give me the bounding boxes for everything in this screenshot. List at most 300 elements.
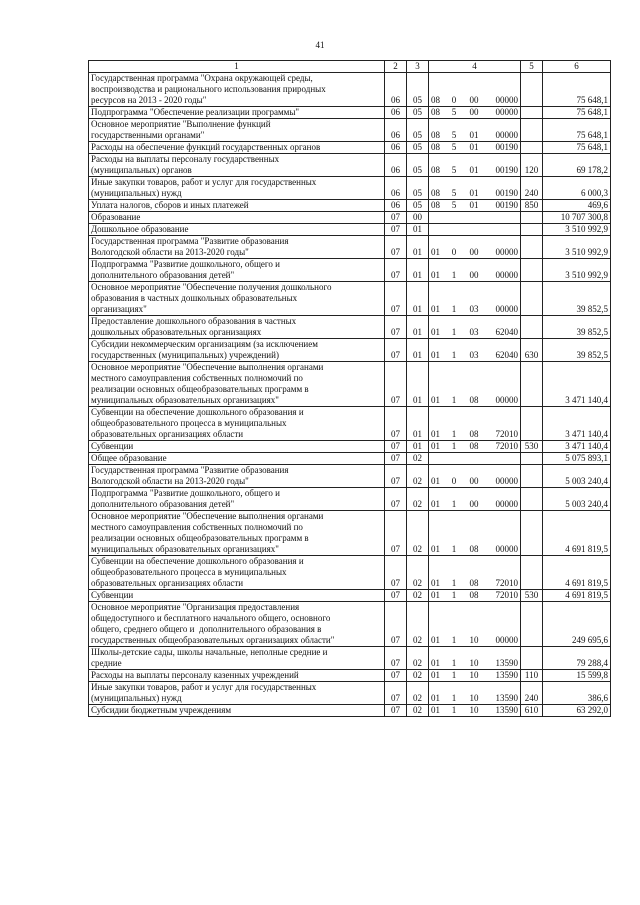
target-article-part-3: 08 [469, 429, 479, 439]
target-article-part-2: 1 [451, 327, 457, 337]
row-subsection-cell: 05 [407, 177, 429, 200]
target-article-part-2: 1 [451, 693, 457, 703]
row-subsection-cell: 01 [407, 259, 429, 282]
budget-table-body [89, 61, 611, 717]
row-target-article-cell [429, 488, 521, 511]
target-article-part-4: 00000 [495, 476, 518, 486]
row-expense-type-cell [521, 407, 543, 441]
row-target-article-cell [429, 212, 521, 224]
row-expense-type-cell: 240 [521, 682, 543, 705]
row-expense-type-cell [521, 212, 543, 224]
row-section-cell: 07 [385, 647, 407, 670]
target-article-code [429, 395, 520, 406]
row-expense-type-cell: 530 [521, 441, 543, 453]
target-article-part-3: 00 [469, 476, 479, 486]
row-name-cell: Общее образование [89, 453, 385, 465]
row-target-article-cell [429, 119, 521, 142]
row-name-cell: Предоставление дошкольного образования в частных дошкольных образовательных организациях [89, 316, 385, 339]
target-article-part-1: 08 [431, 188, 440, 198]
target-article-part-1: 01 [431, 499, 440, 509]
table-row [89, 488, 611, 511]
target-article-code [429, 670, 520, 681]
row-subsection-cell: 01 [407, 441, 429, 453]
row-subsection-cell: 01 [407, 407, 429, 441]
row-name-cell: Субсидии бюджетным учреждениям [89, 705, 385, 717]
target-article-part-3: 00 [469, 270, 479, 280]
table-row [89, 212, 611, 224]
row-expense-type-cell [521, 647, 543, 670]
row-amount-cell: 6 000,3 [543, 177, 611, 200]
budget-table [88, 60, 611, 717]
row-target-article-cell [429, 362, 521, 407]
target-article-part-3: 08 [469, 441, 479, 451]
row-amount-cell: 4 691 819,5 [543, 511, 611, 556]
row-name-cell: Иные закупки товаров, работ и услуг для государственных (муниципальных) нужд [89, 682, 385, 705]
target-article-part-3: 01 [469, 165, 479, 175]
target-article-part-2: 1 [451, 441, 457, 451]
row-name-cell: Школы-детские сады, школы начальные, неполные средние и средние [89, 647, 385, 670]
target-article-code [429, 247, 520, 258]
row-target-article-cell [429, 590, 521, 602]
row-section-cell: 07 [385, 407, 407, 441]
target-article-part-4: 00000 [495, 544, 518, 554]
target-article-part-1: 08 [431, 95, 440, 105]
table-row [89, 339, 611, 362]
header-cell-subsection: 3 [407, 61, 429, 73]
target-article-part-1: 01 [431, 270, 440, 280]
row-subsection-cell: 02 [407, 453, 429, 465]
target-article-part-1: 08 [431, 165, 440, 175]
target-article-part-3: 01 [469, 130, 479, 140]
row-amount-cell: 3 471 140,4 [543, 407, 611, 441]
row-amount-cell: 5 075 893,1 [543, 453, 611, 465]
row-expense-type-cell: 630 [521, 339, 543, 362]
row-amount-cell: 75 648,1 [543, 119, 611, 142]
row-target-article-cell [429, 682, 521, 705]
target-article-part-1: 01 [431, 578, 440, 588]
row-subsection-cell: 01 [407, 316, 429, 339]
table-row [89, 119, 611, 142]
target-article-part-2: 1 [451, 350, 457, 360]
table-row [89, 200, 611, 212]
row-amount-cell: 4 691 819,5 [543, 590, 611, 602]
row-subsection-cell: 02 [407, 602, 429, 647]
row-section-cell: 07 [385, 682, 407, 705]
target-article-part-4: 72010 [495, 590, 518, 600]
target-article-code [429, 429, 520, 440]
target-article-part-4: 00000 [495, 95, 518, 105]
row-subsection-cell: 02 [407, 488, 429, 511]
target-article-code [429, 658, 520, 669]
header-cell-expense-type: 5 [521, 61, 543, 73]
row-subsection-cell: 02 [407, 511, 429, 556]
row-name-cell: Уплата налогов, сборов и иных платежей [89, 200, 385, 212]
row-section-cell: 07 [385, 224, 407, 236]
row-subsection-cell: 02 [407, 556, 429, 590]
row-expense-type-cell: 530 [521, 590, 543, 602]
table-row [89, 316, 611, 339]
target-article-code [429, 130, 520, 141]
table-row [89, 602, 611, 647]
target-article-part-1: 08 [431, 107, 440, 117]
table-row [89, 177, 611, 200]
row-amount-cell: 3 510 992,9 [543, 224, 611, 236]
row-target-article-cell [429, 670, 521, 682]
row-target-article-cell [429, 647, 521, 670]
row-expense-type-cell [521, 602, 543, 647]
row-amount-cell: 3 471 140,4 [543, 441, 611, 453]
row-amount-cell: 15 599,8 [543, 670, 611, 682]
target-article-part-2: 5 [451, 188, 457, 198]
target-article-part-1: 01 [431, 247, 440, 257]
target-article-part-2: 5 [451, 165, 457, 175]
row-target-article-cell [429, 107, 521, 119]
row-amount-cell: 249 695,6 [543, 602, 611, 647]
target-article-code [429, 304, 520, 315]
row-target-article-cell [429, 224, 521, 236]
row-subsection-cell: 05 [407, 142, 429, 154]
table-row [89, 259, 611, 282]
row-subsection-cell: 02 [407, 670, 429, 682]
header-cell-target-article: 4 [429, 61, 521, 73]
target-article-part-3: 00 [469, 107, 479, 117]
row-amount-cell: 4 691 819,5 [543, 556, 611, 590]
target-article-part-4: 00190 [495, 188, 518, 198]
target-article-part-2: 1 [451, 670, 457, 680]
target-article-part-4: 00190 [495, 200, 518, 210]
target-article-part-2: 1 [451, 395, 457, 405]
row-name-cell: Расходы на обеспечение функций государственных органов [89, 142, 385, 154]
page-number: 41 [315, 40, 325, 50]
target-article-part-2: 1 [451, 590, 457, 600]
row-expense-type-cell [521, 511, 543, 556]
row-section-cell: 07 [385, 556, 407, 590]
target-article-part-1: 01 [431, 350, 440, 360]
table-row [89, 362, 611, 407]
target-article-code [429, 142, 520, 153]
target-article-part-3: 03 [469, 327, 479, 337]
row-name-cell: Основное мероприятие "Обеспечение выполнения органами местного самоуправления собственных полномочий по реализации основных общеобразовательных программ в муниципальных образовательных организациях" [89, 511, 385, 556]
row-section-cell: 06 [385, 200, 407, 212]
target-article-code [429, 200, 520, 211]
row-name-cell: Иные закупки товаров, работ и услуг для государственных (муниципальных) нужд [89, 177, 385, 200]
table-row [89, 73, 611, 107]
row-target-article-cell [429, 282, 521, 316]
row-name-cell: Основное мероприятие "Организация предоставления общедоступного и бесплатного начального общего, основного общего, среднего общего и дополнительного образования в государственных общеобразовательных организациях области" [89, 602, 385, 647]
table-row [89, 556, 611, 590]
target-article-part-4: 00000 [495, 304, 518, 314]
row-expense-type-cell [521, 224, 543, 236]
table-row [89, 705, 611, 717]
row-subsection-cell: 01 [407, 362, 429, 407]
target-article-part-2: 1 [451, 635, 457, 645]
target-article-part-4: 00000 [495, 499, 518, 509]
target-article-code [429, 95, 520, 106]
row-section-cell: 07 [385, 590, 407, 602]
target-article-part-2: 0 [451, 476, 457, 486]
row-section-cell: 07 [385, 453, 407, 465]
target-article-part-3: 01 [469, 142, 479, 152]
row-name-cell: Расходы на выплаты персоналу казенных учреждений [89, 670, 385, 682]
target-article-code [429, 165, 520, 176]
row-target-article-cell [429, 602, 521, 647]
target-article-part-2: 1 [451, 544, 457, 554]
target-article-part-1: 01 [431, 590, 440, 600]
header-cell-section: 2 [385, 61, 407, 73]
table-row [89, 142, 611, 154]
table-row [89, 590, 611, 602]
target-article-part-4: 72010 [495, 441, 518, 451]
target-article-part-3: 08 [469, 395, 479, 405]
target-article-part-3: 03 [469, 304, 479, 314]
target-article-part-1: 01 [431, 327, 440, 337]
target-article-part-2: 0 [451, 247, 457, 257]
row-name-cell: Основное мероприятие "Обеспечение получения дошкольного образования в частных дошкольных образовательных организациях" [89, 282, 385, 316]
row-amount-cell: 469,6 [543, 200, 611, 212]
row-subsection-cell: 02 [407, 682, 429, 705]
target-article-part-3: 10 [469, 670, 479, 680]
row-name-cell: Дошкольное образование [89, 224, 385, 236]
row-expense-type-cell [521, 453, 543, 465]
row-name-cell: Субвенции [89, 590, 385, 602]
target-article-code [429, 350, 520, 361]
target-article-part-3: 10 [469, 693, 479, 703]
row-amount-cell: 3 510 992,9 [543, 236, 611, 259]
target-article-part-4: 62040 [495, 327, 518, 337]
row-expense-type-cell [521, 107, 543, 119]
row-expense-type-cell [521, 259, 543, 282]
target-article-part-4: 72010 [495, 578, 518, 588]
target-article-code [429, 578, 520, 589]
target-article-code [429, 441, 520, 452]
target-article-part-3: 00 [469, 247, 479, 257]
row-name-cell: Подпрограмма "Развитие дошкольного, общего и дополнительного образования детей" [89, 259, 385, 282]
row-expense-type-cell: 110 [521, 670, 543, 682]
row-target-article-cell [429, 73, 521, 107]
row-expense-type-cell [521, 73, 543, 107]
row-expense-type-cell [521, 142, 543, 154]
row-subsection-cell: 01 [407, 339, 429, 362]
row-target-article-cell [429, 154, 521, 177]
target-article-part-2: 1 [451, 304, 457, 314]
row-amount-cell: 5 003 240,4 [543, 465, 611, 488]
target-article-part-3: 01 [469, 200, 479, 210]
row-expense-type-cell [521, 119, 543, 142]
target-article-part-2: 0 [451, 95, 457, 105]
table-row [89, 407, 611, 441]
table-row [89, 224, 611, 236]
row-subsection-cell: 05 [407, 200, 429, 212]
target-article-code [429, 544, 520, 555]
row-section-cell: 06 [385, 142, 407, 154]
row-section-cell: 07 [385, 488, 407, 511]
target-article-code [429, 107, 520, 118]
target-article-part-3: 00 [469, 95, 479, 105]
row-expense-type-cell [521, 236, 543, 259]
row-section-cell: 07 [385, 441, 407, 453]
target-article-part-3: 01 [469, 188, 479, 198]
row-amount-cell: 79 288,4 [543, 647, 611, 670]
table-row [89, 511, 611, 556]
target-article-part-1: 01 [431, 670, 440, 680]
target-article-part-2: 5 [451, 107, 457, 117]
row-section-cell: 07 [385, 212, 407, 224]
target-article-part-2: 1 [451, 270, 457, 280]
target-article-part-3: 00 [469, 499, 479, 509]
row-name-cell: Образование [89, 212, 385, 224]
table-row [89, 441, 611, 453]
target-article-part-1: 08 [431, 142, 440, 152]
target-article-code [429, 476, 520, 487]
row-section-cell: 06 [385, 73, 407, 107]
row-target-article-cell [429, 556, 521, 590]
row-subsection-cell: 05 [407, 154, 429, 177]
table-row [89, 453, 611, 465]
target-article-part-1: 01 [431, 544, 440, 554]
target-article-part-3: 08 [469, 544, 479, 554]
header-cell-name: 1 [89, 61, 385, 73]
row-amount-cell: 5 003 240,4 [543, 488, 611, 511]
row-name-cell: Государственная программа "Развитие образования Вологодской области на 2013-2020 годы" [89, 236, 385, 259]
row-section-cell: 06 [385, 177, 407, 200]
row-amount-cell: 39 852,5 [543, 316, 611, 339]
target-article-part-2: 1 [451, 705, 457, 715]
target-article-part-2: 1 [451, 578, 457, 588]
row-amount-cell: 3 471 140,4 [543, 362, 611, 407]
target-article-part-3: 10 [469, 635, 479, 645]
row-target-article-cell [429, 200, 521, 212]
row-target-article-cell [429, 142, 521, 154]
row-name-cell: Подпрограмма "Развитие дошкольного, общего и дополнительного образования детей" [89, 488, 385, 511]
row-name-cell: Основное мероприятие "Выполнение функций государственными органами" [89, 119, 385, 142]
row-subsection-cell: 05 [407, 73, 429, 107]
target-article-part-4: 72010 [495, 429, 518, 439]
table-row [89, 154, 611, 177]
table-row [89, 670, 611, 682]
row-subsection-cell: 05 [407, 119, 429, 142]
target-article-code [429, 705, 520, 716]
row-subsection-cell: 05 [407, 107, 429, 119]
table-row [89, 107, 611, 119]
target-article-part-1: 01 [431, 304, 440, 314]
target-article-part-2: 5 [451, 142, 457, 152]
row-section-cell: 07 [385, 339, 407, 362]
target-article-part-2: 5 [451, 200, 457, 210]
row-subsection-cell: 01 [407, 236, 429, 259]
target-article-part-1: 08 [431, 200, 440, 210]
target-article-part-2: 5 [451, 130, 457, 140]
target-article-part-1: 08 [431, 130, 440, 140]
row-expense-type-cell [521, 556, 543, 590]
target-article-code [429, 327, 520, 338]
row-subsection-cell: 01 [407, 224, 429, 236]
row-amount-cell: 75 648,1 [543, 107, 611, 119]
row-subsection-cell: 02 [407, 647, 429, 670]
row-amount-cell: 3 510 992,9 [543, 259, 611, 282]
target-article-part-4: 00000 [495, 107, 518, 117]
row-section-cell: 07 [385, 236, 407, 259]
row-expense-type-cell [521, 282, 543, 316]
table-row [89, 647, 611, 670]
row-name-cell: Государственная программа "Охрана окружающей среды, воспроизводства и рационального использования природных ресурсов на 2013 - 2020 годы" [89, 73, 385, 107]
target-article-part-2: 1 [451, 429, 457, 439]
row-target-article-cell [429, 453, 521, 465]
row-target-article-cell [429, 441, 521, 453]
target-article-code [429, 188, 520, 199]
target-article-part-4: 13590 [495, 693, 518, 703]
target-article-part-4: 13590 [495, 658, 518, 668]
header-cell-amount: 6 [543, 61, 611, 73]
row-expense-type-cell: 610 [521, 705, 543, 717]
row-section-cell: 07 [385, 259, 407, 282]
target-article-part-1: 01 [431, 395, 440, 405]
row-expense-type-cell [521, 465, 543, 488]
target-article-part-4: 62040 [495, 350, 518, 360]
target-article-part-4: 00000 [495, 130, 518, 140]
target-article-part-2: 1 [451, 499, 457, 509]
table-row [89, 282, 611, 316]
row-subsection-cell: 01 [407, 282, 429, 316]
row-target-article-cell [429, 465, 521, 488]
row-target-article-cell [429, 236, 521, 259]
target-article-part-1: 01 [431, 635, 440, 645]
target-article-code [429, 635, 520, 646]
row-expense-type-cell [521, 316, 543, 339]
target-article-part-4: 13590 [495, 705, 518, 715]
target-article-part-4: 00190 [495, 165, 518, 175]
row-expense-type-cell [521, 488, 543, 511]
row-section-cell: 06 [385, 107, 407, 119]
row-section-cell: 07 [385, 282, 407, 316]
row-name-cell: Подпрограмма "Обеспечение реализации программы" [89, 107, 385, 119]
row-subsection-cell: 02 [407, 590, 429, 602]
row-target-article-cell [429, 705, 521, 717]
row-subsection-cell: 00 [407, 212, 429, 224]
row-target-article-cell [429, 407, 521, 441]
row-subsection-cell: 02 [407, 705, 429, 717]
row-amount-cell: 63 292,0 [543, 705, 611, 717]
target-article-part-1: 01 [431, 441, 440, 451]
row-name-cell: Расходы на выплаты персоналу государственных (муниципальных) органов [89, 154, 385, 177]
row-section-cell: 06 [385, 154, 407, 177]
row-section-cell: 06 [385, 119, 407, 142]
table-row [89, 236, 611, 259]
target-article-part-2: 1 [451, 658, 457, 668]
target-article-part-3: 08 [469, 590, 479, 600]
target-article-part-1: 01 [431, 693, 440, 703]
row-expense-type-cell: 850 [521, 200, 543, 212]
row-section-cell: 07 [385, 465, 407, 488]
target-article-part-3: 10 [469, 705, 479, 715]
target-article-part-4: 00000 [495, 247, 518, 257]
row-subsection-cell: 02 [407, 465, 429, 488]
row-target-article-cell [429, 511, 521, 556]
target-article-code [429, 693, 520, 704]
row-expense-type-cell: 120 [521, 154, 543, 177]
target-article-code [429, 499, 520, 510]
target-article-part-4: 13590 [495, 670, 518, 680]
row-section-cell: 07 [385, 316, 407, 339]
target-article-part-3: 10 [469, 658, 479, 668]
table-header-row [89, 61, 611, 73]
row-amount-cell: 75 648,1 [543, 73, 611, 107]
row-section-cell: 07 [385, 602, 407, 647]
row-amount-cell: 75 648,1 [543, 142, 611, 154]
row-target-article-cell [429, 259, 521, 282]
target-article-part-1: 01 [431, 705, 440, 715]
row-target-article-cell [429, 177, 521, 200]
row-amount-cell: 39 852,5 [543, 282, 611, 316]
